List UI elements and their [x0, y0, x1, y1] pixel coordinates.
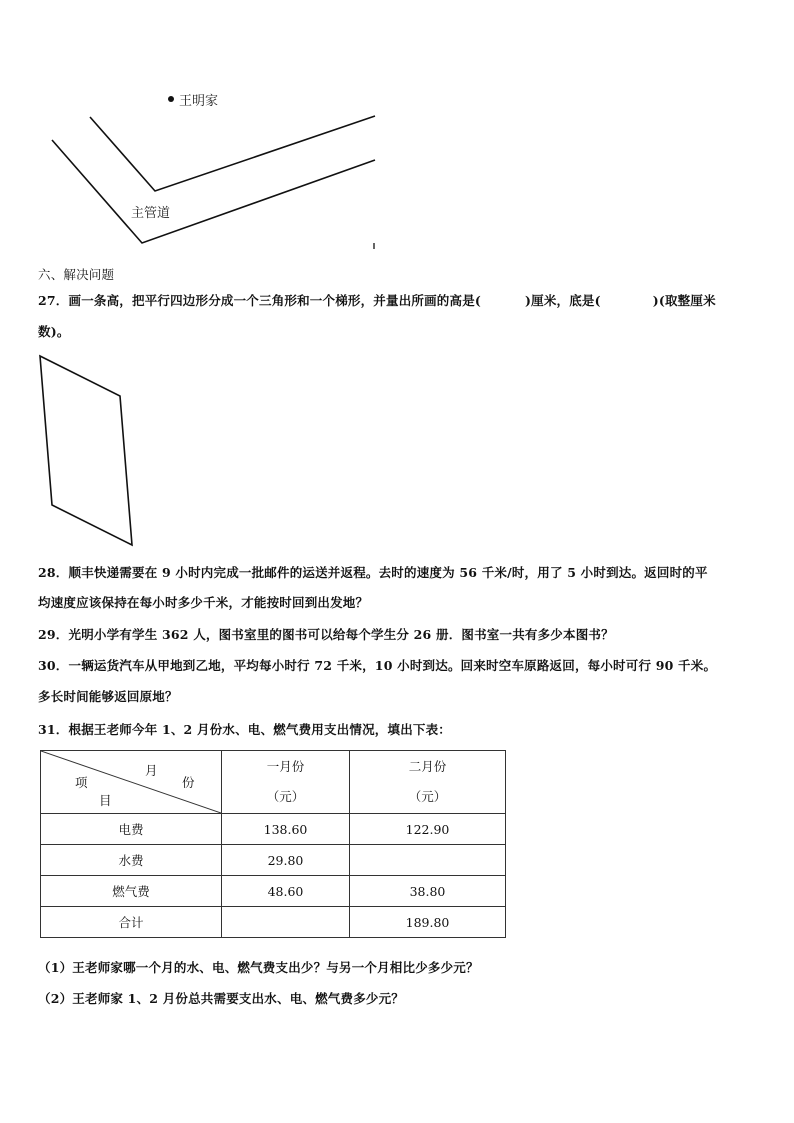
cell-jan: 48.60 [222, 876, 350, 907]
corner-month-b: 份 [182, 775, 195, 790]
col-jan-label: 一月份 [266, 759, 305, 774]
cell-feb: 38.80 [350, 876, 506, 907]
fee-table [40, 750, 506, 938]
q27-text-c: )(取整厘米 [652, 293, 716, 308]
cell-jan [222, 907, 350, 938]
table-corner-cell [41, 751, 222, 814]
q27-text-b: )厘米，底是( [525, 293, 601, 308]
col-header-feb [350, 751, 506, 814]
question-28-line1: 28．顺丰快递需要在 9 小时内完成一批邮件的运送并返程。去时的速度为 56 千米/时，用了 5 小时到达。返回时的平 [38, 565, 708, 580]
corner-item-b: 目 [99, 793, 112, 808]
q27-text-a: 27．画一条高，把平行四边形分成一个三角形和一个梯形，并量出所画的高是( [38, 293, 482, 308]
question-30-line1: 30．一辆运货汽车从甲地到乙地，平均每小时行 72 千米，10 小时到达。回来时空车原路返回，每小时可行 90 千米。 [38, 658, 717, 673]
cell-feb: 122.90 [350, 814, 506, 845]
q31-sub-question-2: （2）王老师家 1、2 月份总共需要支出水、电、燃气费多少元？ [38, 991, 404, 1006]
cell-jan: 138.60 [222, 814, 350, 845]
corner-month-a: 月 [145, 763, 158, 778]
question-29: 29．光明小学有学生 362 人，图书室里的图书可以给每个学生分 26 册．图书室一共有多少本图书？ [38, 627, 614, 642]
col-header-jan [222, 751, 350, 814]
corner-item-a: 项 [75, 775, 88, 790]
table-row [41, 845, 506, 876]
question-31-intro: 31．根据王老师今年 1、2 月份水、电、燃气费用支出情况，填出下表： [38, 722, 451, 737]
table-row [41, 907, 506, 938]
row-label: 电费 [41, 814, 222, 845]
section-title: 六、解决问题 [38, 267, 115, 282]
question-30-line2: 多长时间能够返回原地？ [38, 689, 178, 704]
q27-text-d: 数)。 [38, 324, 70, 339]
parallelogram-shape [40, 356, 132, 545]
cell-feb: 189.80 [350, 907, 506, 938]
parallelogram-figure [0, 0, 794, 560]
row-label: 合计 [41, 907, 222, 938]
cell-jan: 29.80 [222, 845, 350, 876]
row-label: 水费 [41, 845, 222, 876]
row-label: 燃气费 [41, 876, 222, 907]
table-row [41, 876, 506, 907]
pipe-label: 主管道 [131, 206, 171, 221]
table-header-row [41, 751, 506, 814]
col-jan-unit: （元） [266, 789, 305, 804]
home-label: 王明家 [179, 94, 219, 109]
cell-feb [350, 845, 506, 876]
col-feb-label: 二月份 [408, 759, 447, 774]
question-28-line2: 均速度应该保持在每小时多少千米，才能按时回到出发地？ [38, 595, 369, 610]
table-row [41, 814, 506, 845]
col-feb-unit: （元） [408, 789, 447, 804]
q31-sub-question-1: （1）王老师家哪一个月的水、电、燃气费支出少？与另一个月相比少多少元？ [38, 960, 479, 975]
